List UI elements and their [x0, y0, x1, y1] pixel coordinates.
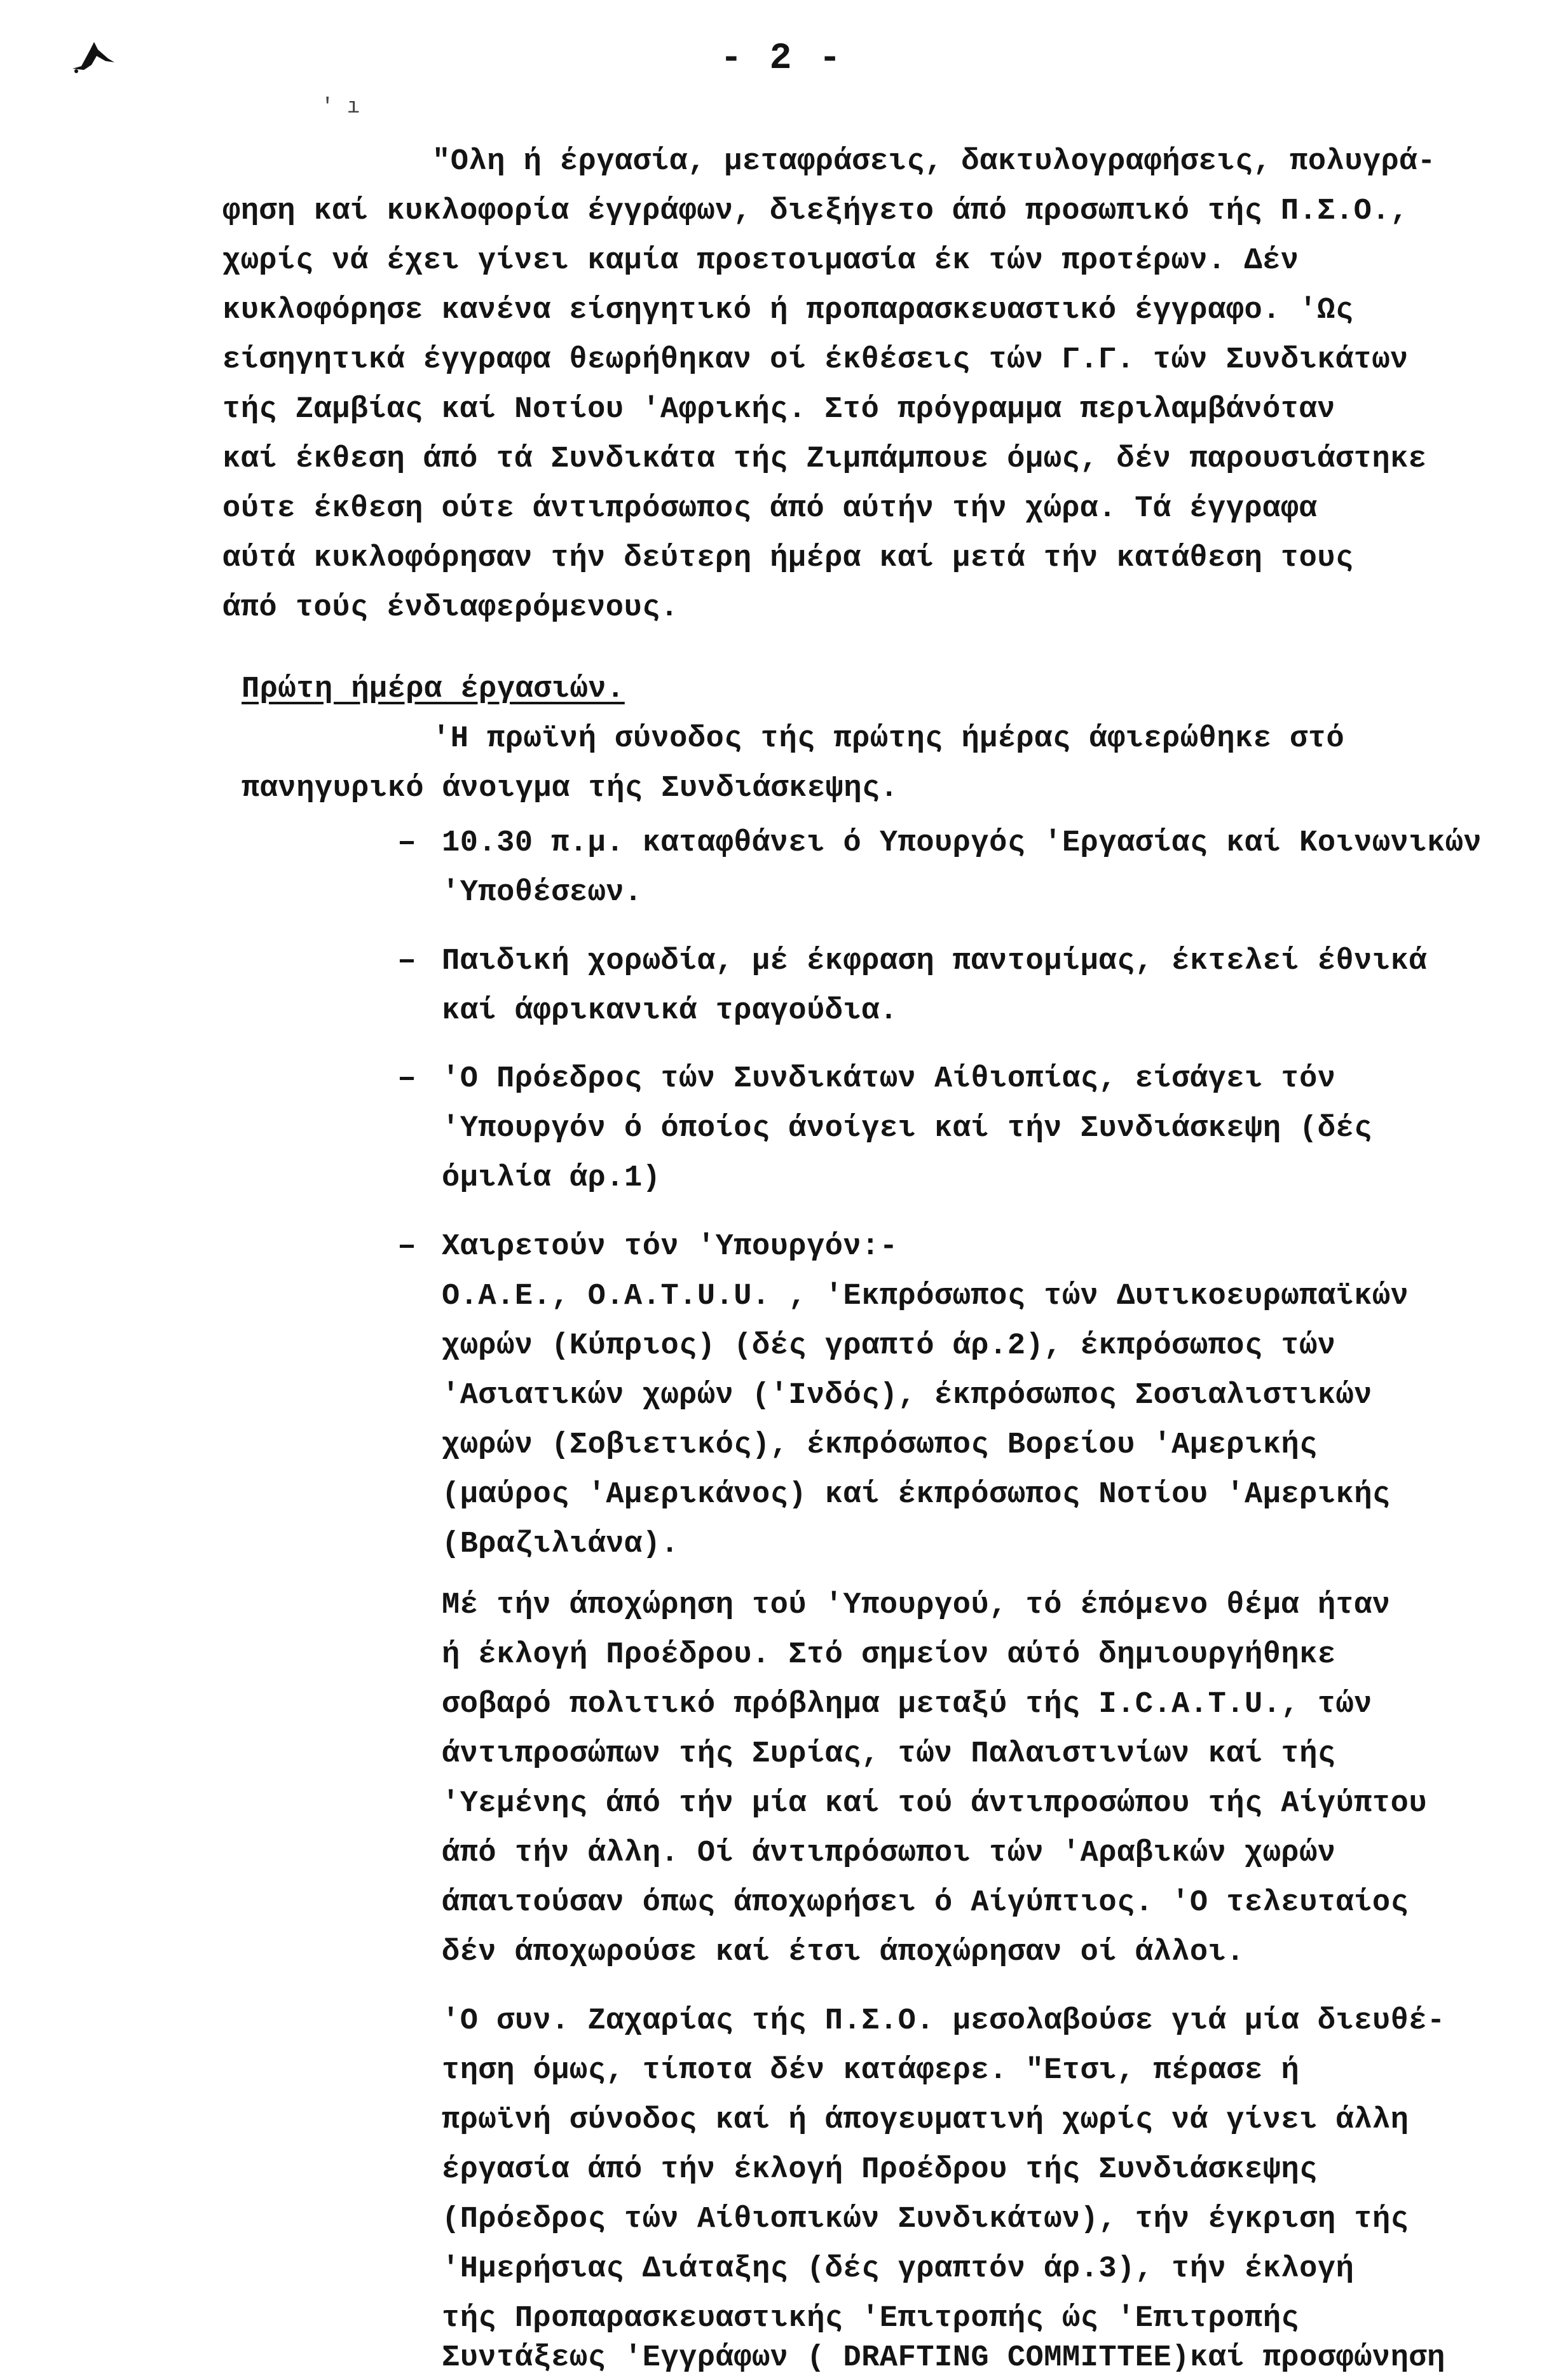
bullet-4-line: (Βραζιλιάνα).: [442, 1528, 679, 1561]
paragraph-3-line: άπαιτούσαν όπως άποχωρήσει ό Αίγύπτιος. 'Ο τελευταίος: [442, 1886, 1409, 1920]
paragraph-1-line: φηση καί κυκλοφορία έγγράφων, διεξήγετο άπό προσωπικό τής Π.Σ.Ο.,: [222, 195, 1409, 228]
bullet-1-line: 10.30 π.μ. καταφθάνει ό Υπουργός 'Εργασίας καί Κοινωνικών: [442, 826, 1482, 860]
paragraph-1-line: άπό τούς ένδιαφερόμενους.: [222, 591, 679, 625]
paragraph-3-line: 'Υεμένης άπό τήν μία καί τού άντιπροσώπου τής Αίγύπτου: [442, 1787, 1428, 1821]
paragraph-1-line: είσηγητικά έγγραφα θεωρήθηκαν οί έκθέσεις τών Γ.Γ. τών Συνδικάτων: [222, 343, 1409, 377]
paragraph-1-line: ούτε έκθεση ούτε άντιπρόσωπος άπό αύτήν τήν χώρα. Τά έγγραφα: [222, 492, 1318, 526]
bullet-dash: –: [397, 824, 417, 861]
bullet-4-line: Ο.Α.Ε., Ο.Α.Τ.U.U. , 'Εκπρόσωπος τών Δυτικοευρωπαϊκών: [442, 1280, 1409, 1313]
paragraph-4-line: πρωϊνή σύνοδος καί ή άπογευματινή χωρίς νά γίνει άλλη: [442, 2103, 1409, 2137]
paragraph-4-line: τηση όμως, τίποτα δέν κατάφερε. "Ετσι, πέρασε ή: [442, 2054, 1300, 2088]
paragraph-2-line: πανηγυρικό άνοιγμα τής Συνδιάσκεψης.: [242, 772, 899, 805]
bullet-3-line: 'Ο Πρόεδρος τών Συνδικάτων Αίθιοπίας, είσάγει τόν: [442, 1062, 1336, 1096]
paragraph-3-line: δέν άποχωρούσε καί έτσι άποχώρησαν οί άλλοι.: [442, 1936, 1245, 1969]
bullet-4-line: (μαύρος 'Αμερικάνος) καί έκπρόσωπος Νοτίου 'Αμερικής: [442, 1478, 1391, 1512]
paragraph-4-line: έργασία άπό τήν έκλογή Προέδρου τής Συνδιάσκεψης: [442, 2153, 1318, 2187]
bullet-3-line: όμιλία άρ.1): [442, 1161, 661, 1195]
paragraph-4-line: Συντάξεως 'Εγγράφων ( DRAFTING COMMITTEE)καί προσφώνηση: [442, 2341, 1445, 2375]
paragraph-4-line: τής Προπαρασκευαστικής 'Επιτροπής ώς 'Επιτροπής: [442, 2302, 1300, 2336]
bullet-2-line: Παιδική χορωδία, μέ έκφραση παντομίμας, έκτελεί έθνικά: [442, 945, 1428, 978]
paragraph-3-line: άντιπροσώπων τής Συρίας, τών Παλαιστινίων καί τής: [442, 1737, 1336, 1771]
paragraph-4-line: (Πρόεδρος τών Αίθιοπικών Συνδικάτων), τήν έγκριση τής: [442, 2203, 1409, 2236]
paragraph-1-line: καί έκθεση άπό τά Συνδικάτα τής Ζιμπάμπουε όμως, δέν παρουσιάστηκε: [222, 442, 1427, 476]
bullet-4-line: 'Ασιατικών χωρών ('Ινδός), έκπρόσωπος Σοσιαλιστικών: [442, 1379, 1372, 1412]
bullet-4-line: χωρών (Σοβιετικός), έκπρόσωπος Βορείου 'Αμερικής: [442, 1428, 1318, 1462]
section-heading: Πρώτη ήμέρα έργασιών.: [242, 673, 625, 706]
paragraph-3-line: άπό τήν άλλη. Οί άντιπρόσωποι τών 'Αραβικών χωρών: [442, 1836, 1336, 1870]
paragraph-4-line: 'Ημερήσιας Διάταξης (δές γραπτόν άρ.3), τήν έκλογή: [442, 2252, 1355, 2286]
bullet-dash: –: [397, 1228, 417, 1264]
margin-tick: ' ı: [321, 95, 360, 120]
paragraph-1-line: αύτά κυκλοφόρησαν τήν δεύτερη ήμέρα καί μετά τήν κατάθεση τους: [222, 542, 1354, 575]
paragraph-1-line: τής Ζαμβίας καί Νοτίου 'Αφρικής. Στό πρόγραμμα περιλαμβάνόταν: [222, 393, 1335, 427]
paragraph-1-line: κυκλοφόρησε κανένα είσηγητικό ή προπαρασκευαστικό έγγραφο. 'Ως: [222, 294, 1354, 327]
bullet-1-line: 'Υποθέσεων.: [442, 876, 643, 910]
paragraph-3-line: ή έκλογή Προέδρου. Στό σημείον αύτό δημιουργήθηκε: [442, 1638, 1336, 1672]
bullet-2-line: καί άφρικανικά τραγούδια.: [442, 994, 898, 1028]
paragraph-2-line: 'Η πρωϊνή σύνοδος τής πρώτης ήμέρας άφιερώθηκε στό: [432, 722, 1345, 756]
page-number: - 2 -: [720, 38, 844, 79]
bullet-dash: –: [397, 943, 417, 979]
bullet-3-line: 'Υπουργόν ό όποίος άνοίγει καί τήν Συνδιάσκεψη (δές: [442, 1112, 1372, 1146]
paragraph-3-line: σοβαρό πολιτικό πρόβλημα μεταξύ τής I.C.A.T.U., τών: [442, 1688, 1372, 1721]
paragraph-1-line: "Ολη ή έργασία, μεταφράσεις, δακτυλογραφήσεις, πολυγρά-: [432, 145, 1436, 179]
paragraph-4-line: 'Ο συν. Ζαχαρίας τής Π.Σ.Ο. μεσολαβούσε γιά μία διευθέ-: [442, 2004, 1445, 2038]
bullet-4-line: χωρών (Κύπριος) (δές γραπτό άρ.2), έκπρόσωπος τών: [442, 1329, 1336, 1363]
scan-artifact-mark: [69, 31, 126, 75]
bullet-4-line: Χαιρετούν τόν 'Υπουργόν:-: [442, 1230, 898, 1264]
paragraph-3-line: Μέ τήν άποχώρηση τού 'Υπουργού, τό έπόμενο θέμα ήταν: [442, 1589, 1391, 1622]
paragraph-1-line: χωρίς νά έχει γίνει καμία προετοιμασία έκ τών προτέρων. Δέν: [222, 244, 1299, 278]
bullet-dash: –: [397, 1060, 417, 1097]
